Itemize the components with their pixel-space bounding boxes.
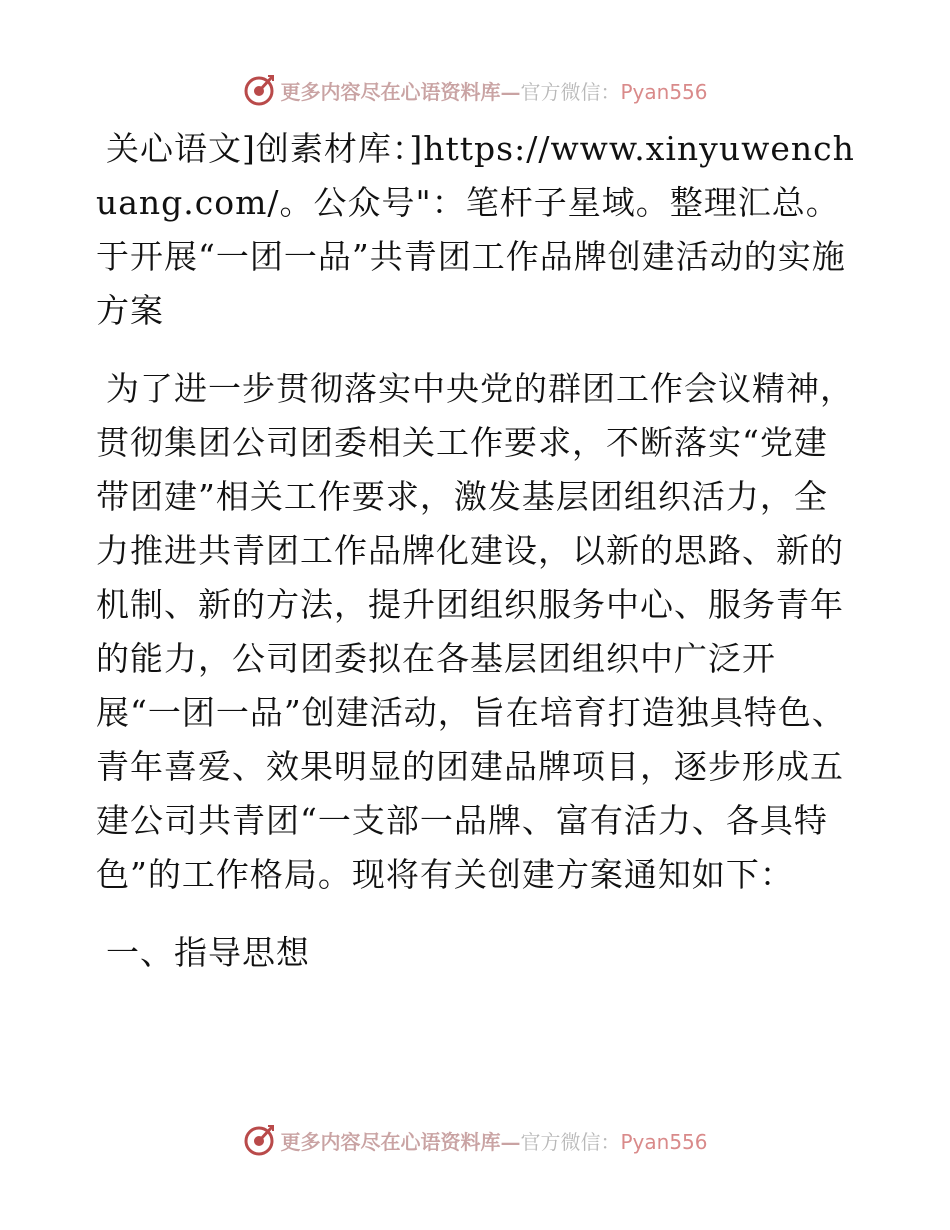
section-heading: 一、指导思想 [106,933,310,972]
footer-watermark-banner [0,1120,950,1160]
banner-wechat-label: 官方微信： [520,1129,621,1154]
document-body-paragraph: 为了进一步贯彻落实中央党的群团工作会议精神，贯彻集团公司团委相关工作要求，不断落实“党建带团建”相关工作要求，激发基层团组织活力，全力推进共青团工作品牌化建设，以新的思路、新的机制、新的方法，提升团组织服务中心、服务青年的能力，公司团委拟在各基层团组织中广泛开展“一团一品”创建活动，旨在培育打造独具特色、青年喜爱、效果明显的团建品牌项目，逐步形成五建公司共青团“一支部一品牌、富有活力、各具特色”的工作格局。现将有关创建方案通知如下： [96,369,854,894]
banner-main-text: 更多内容尽在心语资料库 [280,1129,501,1154]
document-body [96,122,856,980]
logo-icon [242,1123,276,1157]
banner-wechat-label: 官方微信： [520,79,621,104]
document-intro-paragraph: 关心语文]创素材库：]https://www.xinyuwenchuang.com/。公众号"：笔杆子星域。整理汇总。于开展“一团一品”共青团工作品牌创建活动的实施方案 [96,129,855,330]
banner-dash: — [500,79,521,104]
banner-account: Pyan556 [620,79,708,104]
banner-account: Pyan556 [620,1129,708,1154]
banner-text [280,76,707,105]
banner-main-text: 更多内容尽在心语资料库 [280,79,501,104]
banner-dash: — [500,1129,521,1154]
banner-text [280,1126,707,1155]
header-watermark-banner [0,70,950,110]
logo-icon [242,73,276,107]
